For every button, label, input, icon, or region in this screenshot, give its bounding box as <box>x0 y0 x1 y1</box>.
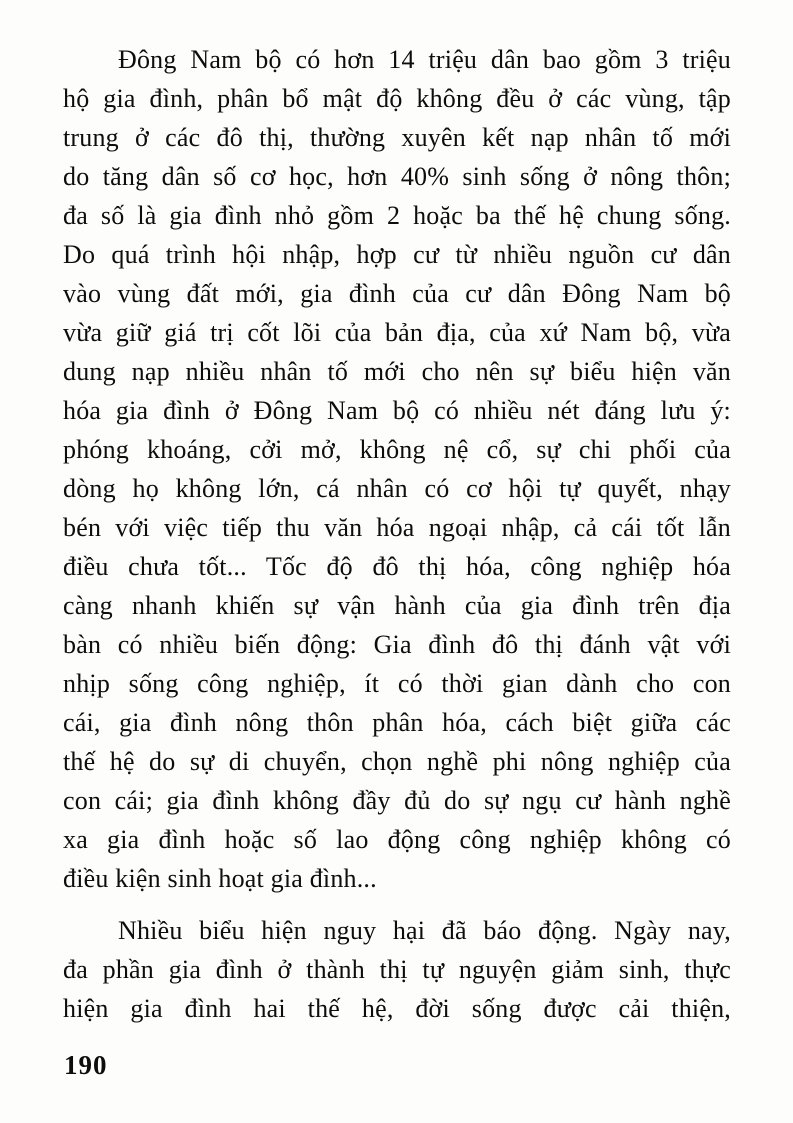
text-line: bén với việc tiếp thu văn hóa ngoại nhập, cả cái tốt lẫn <box>63 513 731 542</box>
paragraph <box>63 911 731 1028</box>
body-text <box>63 40 731 1028</box>
text-line: con cái; gia đình không đầy đủ do sự ngụ cư hành nghề <box>63 786 731 815</box>
page-number: 190 <box>64 1050 108 1080</box>
text-line: Nhiều biểu hiện nguy hại đã báo động. Ngày nay, <box>118 916 731 945</box>
text-line: đa số là gia đình nhỏ gồm 2 hoặc ba thế hệ chung sống. <box>63 201 731 230</box>
text-line: xa gia đình hoặc số lao động công nghiệp không có <box>63 825 731 854</box>
text-line: điều kiện sinh hoạt gia đình... <box>63 864 377 893</box>
text-line: điều chưa tốt... Tốc độ đô thị hóa, công nghiệp hóa <box>63 552 731 581</box>
text-line: do tăng dân số cơ học, hơn 40% sinh sống ở nông thôn; <box>63 162 731 191</box>
text-line: Do quá trình hội nhập, hợp cư từ nhiều nguồn cư dân <box>63 240 731 269</box>
text-line: hóa gia đình ở Đông Nam bộ có nhiều nét đáng lưu ý: <box>63 396 731 425</box>
text-line: hiện gia đình hai thế hệ, đời sống được cải thiện, <box>63 994 731 1023</box>
text-line: phóng khoáng, cởi mở, không nệ cổ, sự chi phối của <box>63 435 731 464</box>
text-line: trung ở các đô thị, thường xuyên kết nạp nhân tố mới <box>63 123 731 152</box>
paragraph <box>63 40 731 898</box>
text-line: Đông Nam bộ có hơn 14 triệu dân bao gồm 3 triệu <box>118 45 731 74</box>
text-line: vào vùng đất mới, gia đình của cư dân Đông Nam bộ <box>63 279 731 308</box>
text-line: thế hệ do sự di chuyển, chọn nghề phi nông nghiệp của <box>63 747 731 776</box>
text-line: bàn có nhiều biến động: Gia đình đô thị đánh vật với <box>63 630 731 659</box>
text-line: càng nhanh khiến sự vận hành của gia đình trên địa <box>63 591 731 620</box>
text-line: dung nạp nhiều nhân tố mới cho nên sự biểu hiện văn <box>63 357 731 386</box>
text-line: nhịp sống công nghiệp, ít có thời gian dành cho con <box>63 669 731 698</box>
text-line: cái, gia đình nông thôn phân hóa, cách biệt giữa các <box>63 708 731 737</box>
text-line: dòng họ không lớn, cá nhân có cơ hội tự quyết, nhạy <box>63 474 731 503</box>
text-line: hộ gia đình, phân bổ mật độ không đều ở các vùng, tập <box>63 84 731 113</box>
text-line: vừa giữ giá trị cốt lõi của bản địa, của xứ Nam bộ, vừa <box>63 318 731 347</box>
text-line: đa phần gia đình ở thành thị tự nguyện giảm sinh, thực <box>63 955 731 984</box>
